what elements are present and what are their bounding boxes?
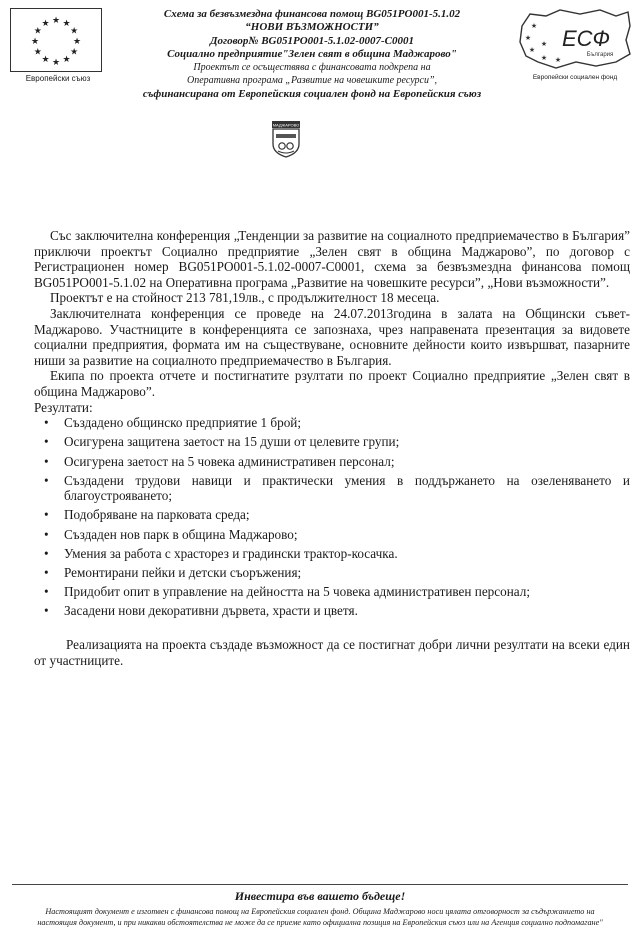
svg-text:★: ★: [70, 26, 79, 37]
svg-text:★: ★: [524, 34, 532, 42]
esf-logo-text: ЕСФ: [561, 26, 611, 51]
header-block: [112, 8, 512, 101]
paragraph-intro: Със заключителна конференция „Тенденции за развитие на социалното предприемачество в България” приключи проектът Социално предприятие „Зелен свят в община Маджарово”, по договор с Регистрационен номер BG051PO001-5.1.02-0007-C0001, схема за безвъзмездна финансова помощ BG051PO001-5.1.02 на Оперативна програма „Развитие на човешките ресурси”, „Нови възможности”.: [34, 228, 630, 290]
bullet-icon: •: [44, 565, 49, 581]
footer-divider: [12, 884, 628, 885]
results-heading: Резултати:: [34, 399, 93, 415]
bullet-icon: •: [44, 526, 49, 542]
svg-text:★: ★: [540, 54, 548, 62]
enterprise-line: Социално предприятие"Зелен свят в община Маджарово": [167, 47, 457, 60]
list-item: • Умения за работа с храсторез и градински трактор-косачка.: [44, 545, 398, 561]
esf-logo: [516, 6, 634, 86]
municipality-coat-of-arms-icon: [270, 120, 302, 158]
paragraph-results-intro: Екипа по проекта отчете и постигнатите рзултати по проект Социално предприятие „Зелен свят в община Маджарово”.: [34, 368, 630, 399]
bullet-icon: •: [44, 472, 49, 488]
list-item: • Осигурена защитена заетост на 15 души от целевите групи;: [44, 434, 400, 450]
funding-line-1: Проектът се осъществява с финансовата подкрепа на: [193, 62, 431, 74]
footer-disclaimer: Настоящият документ е изготвен с финансова помощ на Европейския социален фонд. Община Маджарово носи цялата отговорност за съдържанието на настоящия документ, и при никакви обстоятелства не може да се приеме като официална позиция на Европейския съюз или на Агенция социално подпомагане": [37, 907, 603, 927]
svg-text:★: ★: [530, 22, 538, 30]
eu-flag-icon: [10, 8, 102, 72]
svg-text:★: ★: [72, 37, 82, 47]
document-body: [34, 228, 630, 668]
list-item: • Подобряване на парковата среда;: [44, 507, 250, 523]
svg-text:★: ★: [62, 55, 71, 66]
coat-label: МАДЖАРОВО: [272, 122, 300, 128]
esf-caption: Европейски социален фонд: [532, 74, 618, 81]
svg-text:★: ★: [554, 56, 562, 64]
footer-slogan: Инвестира във вашето бъдеще!: [234, 889, 406, 903]
list-item: • Осигурена заетост на 5 човека административен персонал;: [44, 453, 395, 469]
svg-text:★: ★: [51, 58, 61, 68]
bullet-icon: •: [44, 434, 49, 450]
svg-text:★: ★: [33, 47, 42, 58]
paragraph-conference: Заключителната конференция се проведе на 24.07.2013година в залата на Общински съвет-Маджарово. Участниците в конференцията се запознаха, чрез направената презентация за видовете социални предприятия, формата им на съществуване, основните дейности които извършват, пазарните ниши за развитие на социалното предприемачество в България.: [34, 305, 630, 368]
list-item: • Създадено общинско предприятие 1 брой;: [44, 415, 302, 431]
svg-text:★: ★: [62, 18, 71, 29]
list-item: • Засадени нови декоративни дървета, храсти и цветя.: [44, 603, 358, 619]
bullet-icon: •: [44, 545, 49, 561]
paragraph-value: Проектът е на стойност 213 781,19лв., с продължителност 18 месеца.: [50, 290, 440, 306]
eu-logo: [8, 8, 100, 88]
svg-text:★: ★: [528, 46, 536, 54]
bullet-icon: •: [44, 453, 49, 469]
paragraph-closing: Реализацията на проекта създаде възможност да се постигнат добри лични резултати на всеки един от участниците.: [34, 637, 630, 668]
scheme-line: Схема за безвъзмездна финансова помощ BG051PO001-5.1.02: [163, 8, 461, 20]
svg-text:★: ★: [33, 26, 42, 37]
svg-text:★: ★: [70, 47, 79, 58]
list-item: • Създадени трудови навици и практически умения в поддържането на озеленяването и благоустрояването;: [44, 472, 630, 504]
funding-line-3: съфинансирана от Европейския социален фонд на Европейския съюз: [142, 87, 482, 100]
list-item: • Ремонтирани пейки и детски съоръжения;: [44, 565, 302, 581]
esf-map-icon: [516, 6, 634, 72]
results-list: [34, 415, 630, 619]
svg-text:★: ★: [41, 55, 50, 66]
svg-text:★: ★: [30, 37, 40, 47]
esf-country: България: [586, 52, 614, 58]
bullet-icon: •: [44, 603, 49, 619]
svg-text:★: ★: [41, 18, 50, 29]
funding-line-2: Оперативна програма „Развитие на човешките ресурси”,: [186, 75, 438, 87]
svg-text:★: ★: [51, 16, 61, 26]
contract-line: Договор№ BG051PO001-5.1.02-0007-C0001: [210, 34, 414, 47]
program-name: “НОВИ ВЪЗМОЖНОСТИ”: [245, 21, 379, 34]
bullet-icon: •: [44, 415, 49, 431]
list-item: • Създаден нов парк в община Маджарово;: [44, 526, 298, 542]
list-item: • Придобит опит в управление на дейността на 5 човека административен персонал;: [44, 584, 530, 600]
eu-caption: Европейски съюз: [25, 74, 91, 83]
bullet-icon: •: [44, 507, 49, 523]
svg-text:★: ★: [540, 40, 548, 48]
bullet-icon: •: [44, 584, 49, 600]
